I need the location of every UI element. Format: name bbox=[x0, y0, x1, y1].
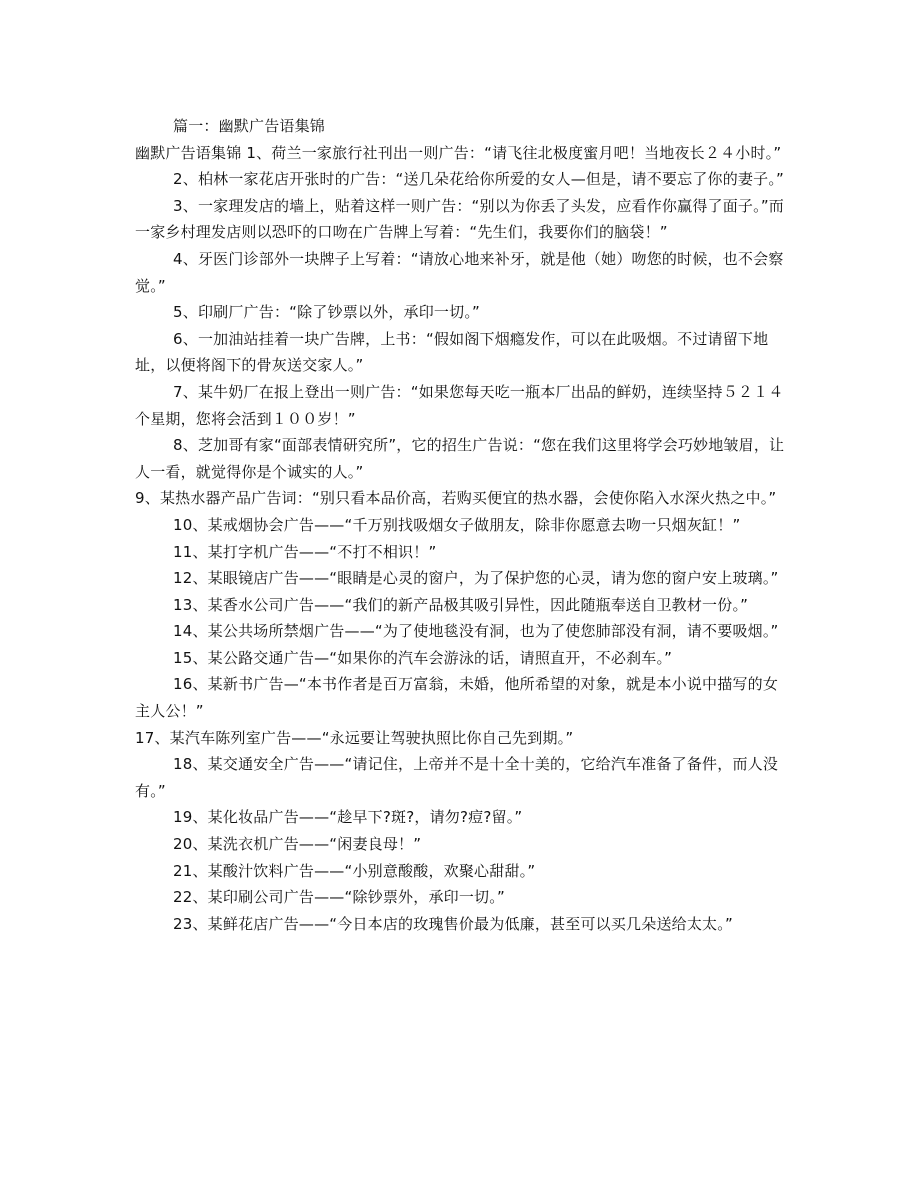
paragraph: 2、柏林一家花店开张时的广告：“送几朵花给你所爱的女人—但是，请不要忘了你的妻子。” bbox=[173, 170, 784, 189]
paragraph: 23、某鲜花店广告——“今日本店的玫瑰售价最为低廉，甚至可以买几朵送给太太。” bbox=[173, 914, 733, 933]
document-body bbox=[135, 113, 785, 937]
paragraph: 6、一加油站挂着一块广告牌，上书：“假如阁下烟瘾发作，可以在此吸烟。不过请留下地址，以便将阁下的骨灰送交家人。” bbox=[135, 329, 769, 375]
paragraph: 10、某戒烟协会广告——“千万别找吸烟女子做朋友，除非你愿意去吻一只烟灰缸！” bbox=[173, 515, 741, 534]
paragraph: 8、芝加哥有家“面部表情研究所”，它的招生广告说：“您在我们这里将学会巧妙地皱眉，让人一看，就觉得你是个诚实的人。” bbox=[135, 436, 785, 481]
paragraph: 21、某酸汁饮料广告——“小别意酸酸，欢聚心甜甜。” bbox=[173, 861, 536, 880]
paragraph: 12、某眼镜店广告——“眼睛是心灵的窗户，为了保护您的心灵，请为您的窗户安上玻璃。” bbox=[173, 569, 779, 588]
paragraph: 11、某打字机广告——“不打不相识！” bbox=[173, 542, 437, 561]
document-heading: 篇一：幽默广告语集锦 bbox=[173, 117, 326, 135]
paragraph: 3、一家理发店的墙上，贴着这样一则广告：“别以为你丢了头发，应看作你赢得了面子。”而一家乡村理发店则以恐吓的口吻在广告牌上写着：“先生们，我要你们的脑袋！” bbox=[135, 196, 784, 242]
paragraph: 20、某洗衣机广告——“闲妻良母！” bbox=[173, 835, 422, 854]
paragraph: 4、牙医门诊部外一块牌子上写着：“请放心地来补牙，就是他（她）吻您的时候，也不会察觉。” bbox=[135, 249, 784, 295]
paragraph: 18、某交通安全广告——“请记住，上帝并不是十全十美的，它给汽车准备了备件，而人没有。” bbox=[135, 755, 779, 800]
paragraph: 19、某化妆品广告——“趁早下?斑?，请勿?痘?留。” bbox=[173, 808, 523, 827]
paragraph: 5、印刷厂广告：“除了钞票以外，承印一切。” bbox=[173, 303, 480, 322]
paragraph: 17、某汽车陈列室广告——“永远要让驾驶执照比你自己先到期。” bbox=[135, 728, 574, 747]
paragraph-list bbox=[135, 140, 785, 938]
paragraph: 幽默广告语集锦 1、荷兰一家旅行社刊出一则广告：“请飞往北极度蜜月吧！当地夜长２４小时。” bbox=[135, 143, 782, 162]
paragraph: 9、某热水器产品广告词：“别只看本品价高，若购买便宜的热水器，会使你陷入水深火热之中。” bbox=[135, 489, 777, 508]
paragraph: 16、某新书广告—“本书作者是百万富翁，未婚，他所希望的对象，就是本小说中描写的女主人公！” bbox=[135, 675, 779, 721]
paragraph: 22、某印刷公司广告——“除钞票外，承印一切。” bbox=[173, 888, 505, 907]
paragraph: 13、某香水公司广告——“我们的新产品极其吸引异性，因此随瓶奉送自卫教材一份。” bbox=[173, 595, 749, 614]
paragraph: 15、某公路交通广告—“如果你的汽车会游泳的话，请照直开，不必刹车。” bbox=[173, 648, 673, 667]
paragraph: 7、某牛奶厂在报上登出一则广告：“如果您每天吃一瓶本厂出品的鲜奶，连续坚持５２１４个星期，您将会活到１００岁！” bbox=[135, 382, 784, 428]
paragraph: 14、某公共场所禁烟广告——“为了使地毯没有洞，也为了使您肺部没有洞，请不要吸烟。” bbox=[173, 622, 779, 641]
